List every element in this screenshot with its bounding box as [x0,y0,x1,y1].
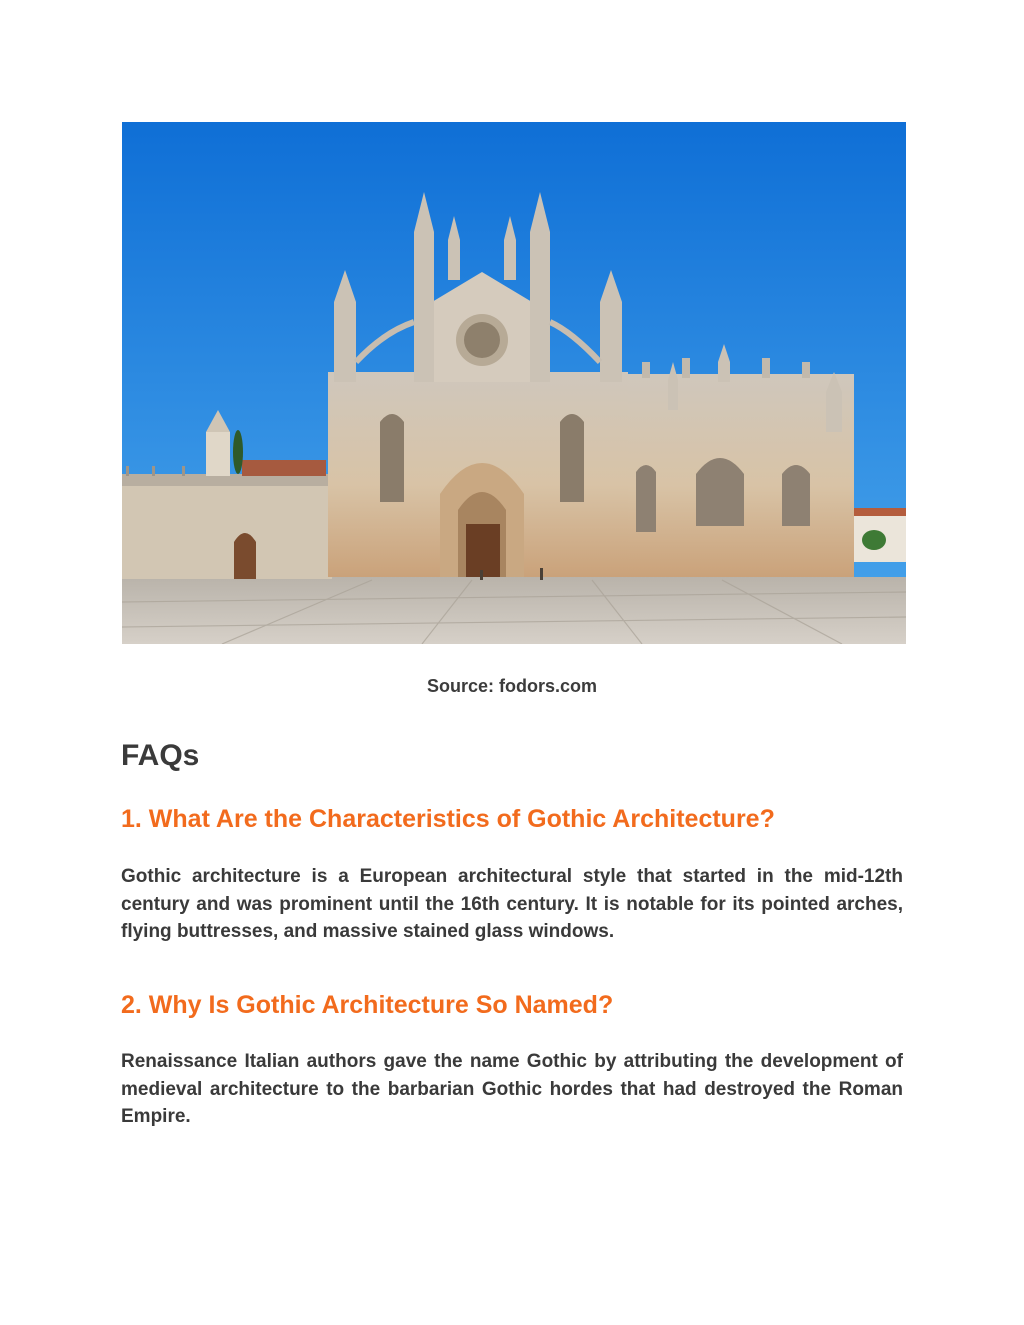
faq-question: 1. What Are the Characteristics of Gothic Architecture? [121,805,775,833]
faqs-heading: FAQs [121,739,200,772]
faq-answer: Renaissance Italian authors gave the name Gothic by attributing the development of medieval architecture to the barbarian Gothic hordes that had destroyed the Roman Empire. [121,1051,903,1127]
faq-answer: Gothic architecture is a European architectural style that started in the mid-12th century and was prominent until the 16th century. It is notable for its pointed arches, flying buttresses, and massive stained glass windows. [121,866,903,942]
image-caption: Source: fodors.com [426,676,598,696]
faq-question: 2. Why Is Gothic Architecture So Named? [121,991,614,1019]
cathedral-photo [122,122,906,644]
